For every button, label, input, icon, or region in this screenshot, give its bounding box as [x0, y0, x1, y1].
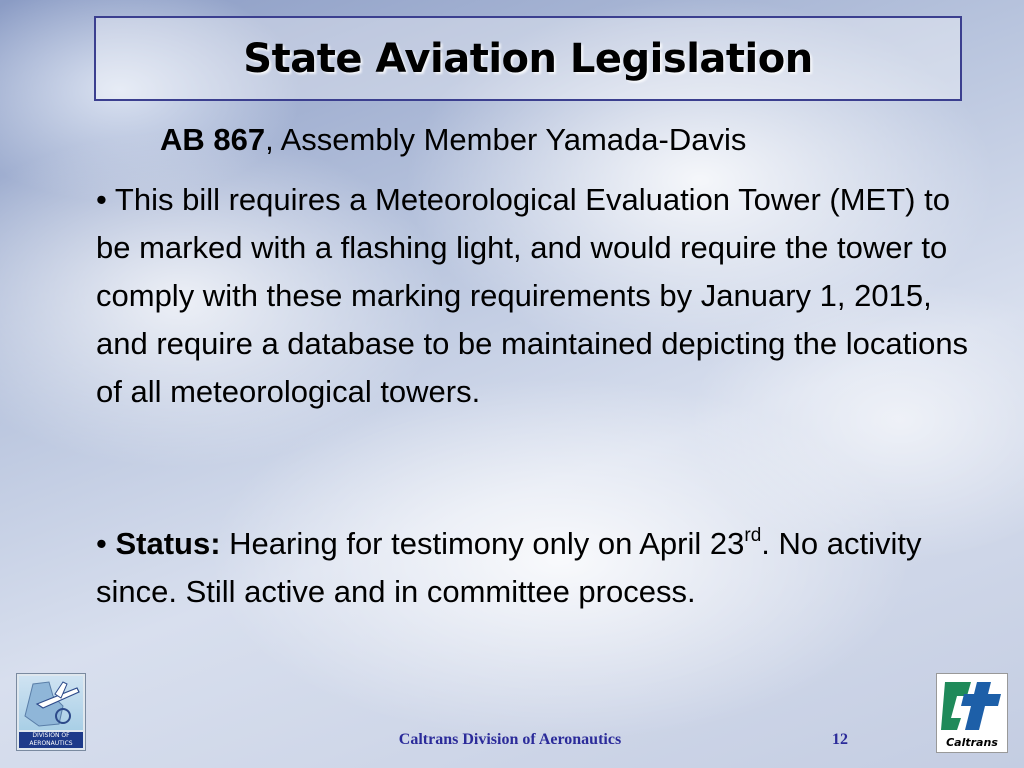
footer-org: Caltrans Division of Aeronautics [398, 731, 622, 748]
bill-heading [160, 122, 746, 158]
title-box [94, 16, 962, 101]
bullet-status-prefix: • [96, 526, 116, 561]
page-number: 12 [832, 731, 848, 748]
bill-sponsor: , Assembly Member Yamada-Davis [265, 122, 747, 157]
status-text-b: . No activity since. Still active and in committee process. [96, 526, 922, 609]
aeronautics-logo-label: DIVISION OF AERONAUTICS [19, 732, 83, 748]
status-text-a: Hearing for testimony only on April 23 [220, 526, 745, 561]
caltrans-emblem-icon [937, 676, 1007, 736]
caltrans-logo [936, 673, 1008, 753]
bill-number: AB 867 [160, 122, 266, 157]
status-label: Status: [115, 526, 221, 561]
status-sup: rd [744, 525, 762, 546]
bullet-description: • This bill requires a Meteorological Evaluation Tower (MET) to be marked with a flashing light, and would require the tower to comply with these marking requirements by January 1, 2015, and require a database to be maintained depicting the locations of all meteorological towers. [96, 182, 969, 409]
caltrans-logo-label: Caltrans [946, 736, 998, 749]
slide-title: State Aviation Legislation [243, 35, 813, 82]
bullet-status [96, 520, 986, 616]
aeronautics-logo [16, 673, 86, 751]
aeronautics-logo-image [19, 676, 83, 730]
airplane-icon [19, 676, 83, 730]
